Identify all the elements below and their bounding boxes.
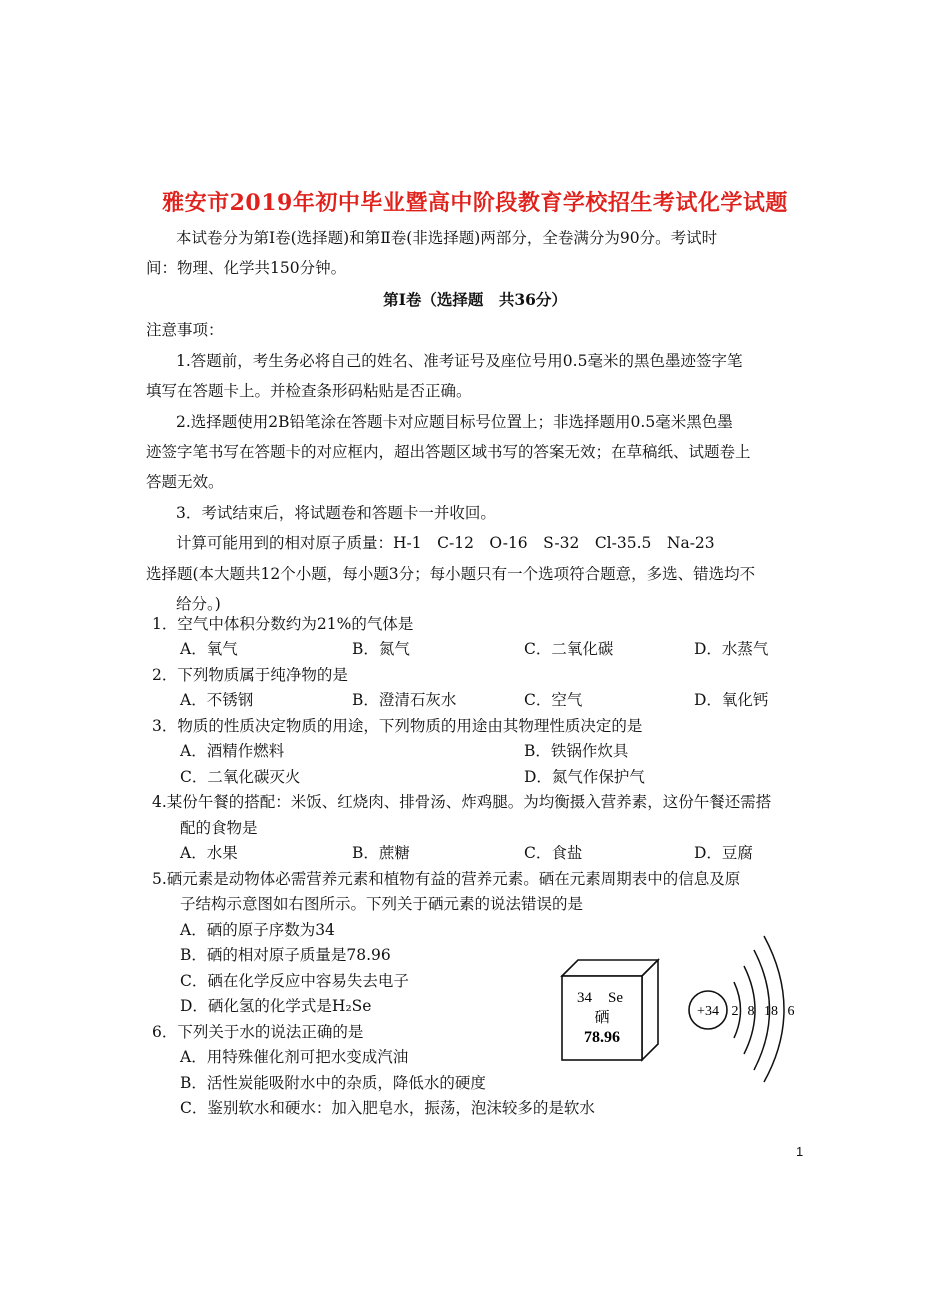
page-number: 1 <box>796 1144 804 1159</box>
note-1-line-1: 1.答题前，考生务必将自己的姓名、准考证号及座位号用0.5毫米的黑色墨迹签字笔 <box>176 352 743 370</box>
section-title: 第Ⅰ卷（选择题 共36分） <box>383 290 567 309</box>
atom-structure-diagram <box>684 930 806 1088</box>
q1-option-c: C．二氧化碳 <box>524 640 614 658</box>
q2-option-a: A．不锈钢 <box>180 691 254 709</box>
atomic-masses: 计算可能用到的相对原子质量：H-1 C-12 O-16 S-32 Cl-35.5 Na-23 <box>176 534 715 552</box>
question-1-stem: 1．空气中体积分数约为21%的气体是 <box>152 615 414 633</box>
element-symbol: Se <box>608 990 623 1006</box>
q4-option-a: A．水果 <box>180 844 238 862</box>
q3-option-a: A．酒精作燃料 <box>180 742 285 760</box>
q5-option-d: D．硒化氢的化学式是H₂Se <box>180 997 372 1015</box>
q4-option-d: D．豆腐 <box>694 844 753 862</box>
shell-electrons-2: 8 <box>747 1004 755 1019</box>
note-2-line-2: 迹签字笔书写在答题卡的对应框内，超出答题区域书写的答案无效；在草稿纸、试题卷上 <box>146 443 751 461</box>
intro-line-2: 间：物理、化学共150分钟。 <box>146 259 347 277</box>
q6-option-c: C．鉴别软水和硬水：加入肥皂水，振荡，泡沫较多的是软水 <box>180 1099 595 1117</box>
question-3-stem: 3．物质的性质决定物质的用途，下列物质的用途由其物理性质决定的是 <box>152 717 643 735</box>
question-5-stem-line-2: 子结构示意图如右图所示。下列关于硒元素的说法错误的是 <box>180 895 584 913</box>
note-1-line-2: 填写在答题卡上。并检查条形码粘贴是否正确。 <box>146 382 472 400</box>
intro-line-1: 本试卷分为第Ⅰ卷(选择题)和第Ⅱ卷(非选择题)两部分，全卷满分为90分。考试时 <box>176 229 718 247</box>
q6-option-b: B．活性炭能吸附水中的杂质，降低水的硬度 <box>180 1074 486 1092</box>
element-number: 34 <box>577 990 592 1006</box>
q5-option-a: A．硒的原子序数为34 <box>180 921 335 939</box>
q1-option-b: B．氮气 <box>352 640 410 658</box>
question-4-stem-line-2: 配的食物是 <box>180 819 258 837</box>
q6-option-a: A．用特殊催化剂可把水变成汽油 <box>180 1048 409 1066</box>
card-side-face <box>642 960 658 1060</box>
question-4-stem-line-1: 4.某份午餐的搭配：米饭、红烧肉、排骨汤、炸鸡腿。为均衡摄入营养素，这份午餐还需搭 <box>152 793 772 811</box>
question-5-stem-line-1: 5.硒元素是动物体必需营养元素和植物有益的营养元素。硒在元素周期表中的信息及原 <box>152 870 741 888</box>
q1-option-a: A．氧气 <box>180 640 238 658</box>
element-mass: 78.96 <box>584 1029 620 1046</box>
q3-option-d: D．氮气作保护气 <box>524 768 645 786</box>
q4-option-c: C．食盐 <box>524 844 583 862</box>
element-name: 硒 <box>594 1010 610 1026</box>
question-2-stem: 2．下列物质属于纯净物的是 <box>152 666 348 684</box>
q3-option-c: C．二氧化碳灭火 <box>180 768 301 786</box>
q5-option-c: C．硒在化学反应中容易失去电子 <box>180 972 409 990</box>
q2-option-c: C．空气 <box>524 691 583 709</box>
q3-option-b: B．铁锅作炊具 <box>524 742 629 760</box>
shell-electrons-4: 6 <box>787 1004 795 1019</box>
q4-option-b: B．蔗糖 <box>352 844 410 862</box>
element-card-figure <box>556 956 668 1066</box>
exam-title: 雅安市2019年初中毕业暨高中阶段教育学校招生考试化学试题 <box>162 190 788 216</box>
shell-electrons-3: 18 <box>764 1004 778 1019</box>
mc-intro-line-2: 给分。) <box>176 595 221 613</box>
mc-intro-line-1: 选择题(本大题共12个小题，每小题3分；每小题只有一个选项符合题意，多选、错选均不 <box>146 565 756 583</box>
q2-option-d: D．氧化钙 <box>694 691 769 709</box>
notes-heading: 注意事项： <box>146 321 224 339</box>
note-2-line-1: 2.选择题使用2B铅笔涂在答题卡对应题目标号位置上；非选择题用0.5毫米黑色墨 <box>176 413 733 431</box>
q1-option-d: D．水蒸气 <box>694 640 769 658</box>
q2-option-b: B．澄清石灰水 <box>352 691 457 709</box>
shell-electrons-1: 2 <box>731 1004 739 1019</box>
question-6-stem: 6．下列关于水的说法正确的是 <box>152 1023 364 1041</box>
nucleus-charge: +34 <box>697 1004 719 1019</box>
q5-option-b: B．硒的相对原子质量是78.96 <box>180 946 391 964</box>
note-3: 3．考试结束后，将试题卷和答题卡一并收回。 <box>176 504 496 522</box>
note-2-line-3: 答题无效。 <box>146 473 224 491</box>
